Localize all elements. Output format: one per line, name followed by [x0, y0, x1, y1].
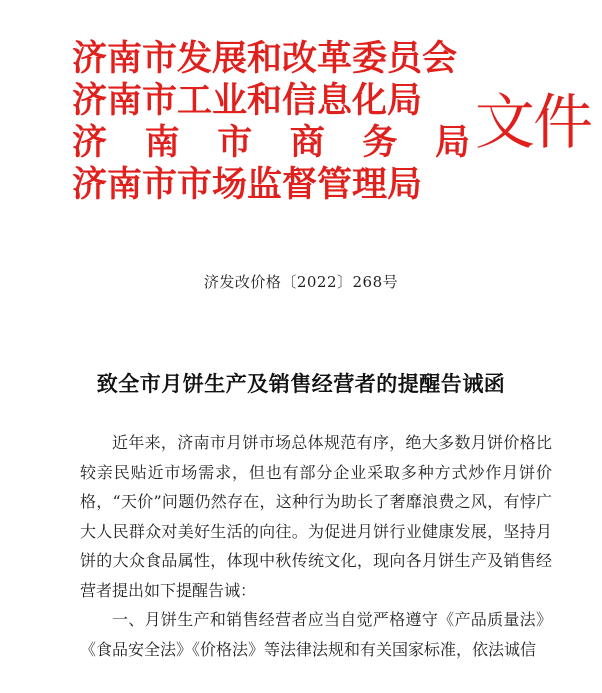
issuer-name: 济南市工业和信息化局	[72, 80, 423, 121]
document-number: 济发改价格〔2022〕268号	[203, 273, 399, 291]
body-paragraph: 一、月饼生产和销售经营者应当自觉严格遵守《产品质量法》《食品安全法》《价格法》等法律法规和有关国家标准，依法诚信	[80, 610, 552, 659]
issuer-name: 济南市发展和改革委员会	[72, 38, 458, 79]
document-label: 文件	[475, 88, 591, 158]
issuer-char: 局	[434, 122, 470, 163]
issuer-char: 务	[362, 122, 398, 163]
document-body	[80, 428, 552, 664]
issuer-char: 南	[144, 122, 180, 163]
issuer-name: 济南市市场监督管理局	[72, 164, 423, 205]
document-title: 致全市月饼生产及销售经营者的提醒告诫函	[96, 371, 506, 396]
header-divider	[52, 303, 582, 304]
issuer-line-2	[72, 80, 470, 122]
issuer-char: 济	[72, 122, 108, 163]
issuer-line-1	[72, 38, 470, 80]
issuer-char: 商	[289, 122, 325, 163]
body-paragraph: 近年来，济南市月饼市场总体规范有序，绝大多数月饼价格比较亲民贴近市场需求，但也有部分企业采取多种方式炒作月饼价格，“天价”问题仍然存在，这种行为助长了奢靡浪费之风，有悖广大人民群众对美好生活的向往。为促进月饼行业健康发展，坚持月饼的大众食品属性，体现中秋传统文化，现向各月饼生产及销售经营者提出如下提醒告诫：	[80, 433, 552, 600]
issuer-line-3	[72, 122, 470, 164]
issuing-authorities	[72, 38, 472, 206]
issuer-line-4	[72, 164, 470, 206]
issuer-char: 市	[217, 122, 253, 163]
